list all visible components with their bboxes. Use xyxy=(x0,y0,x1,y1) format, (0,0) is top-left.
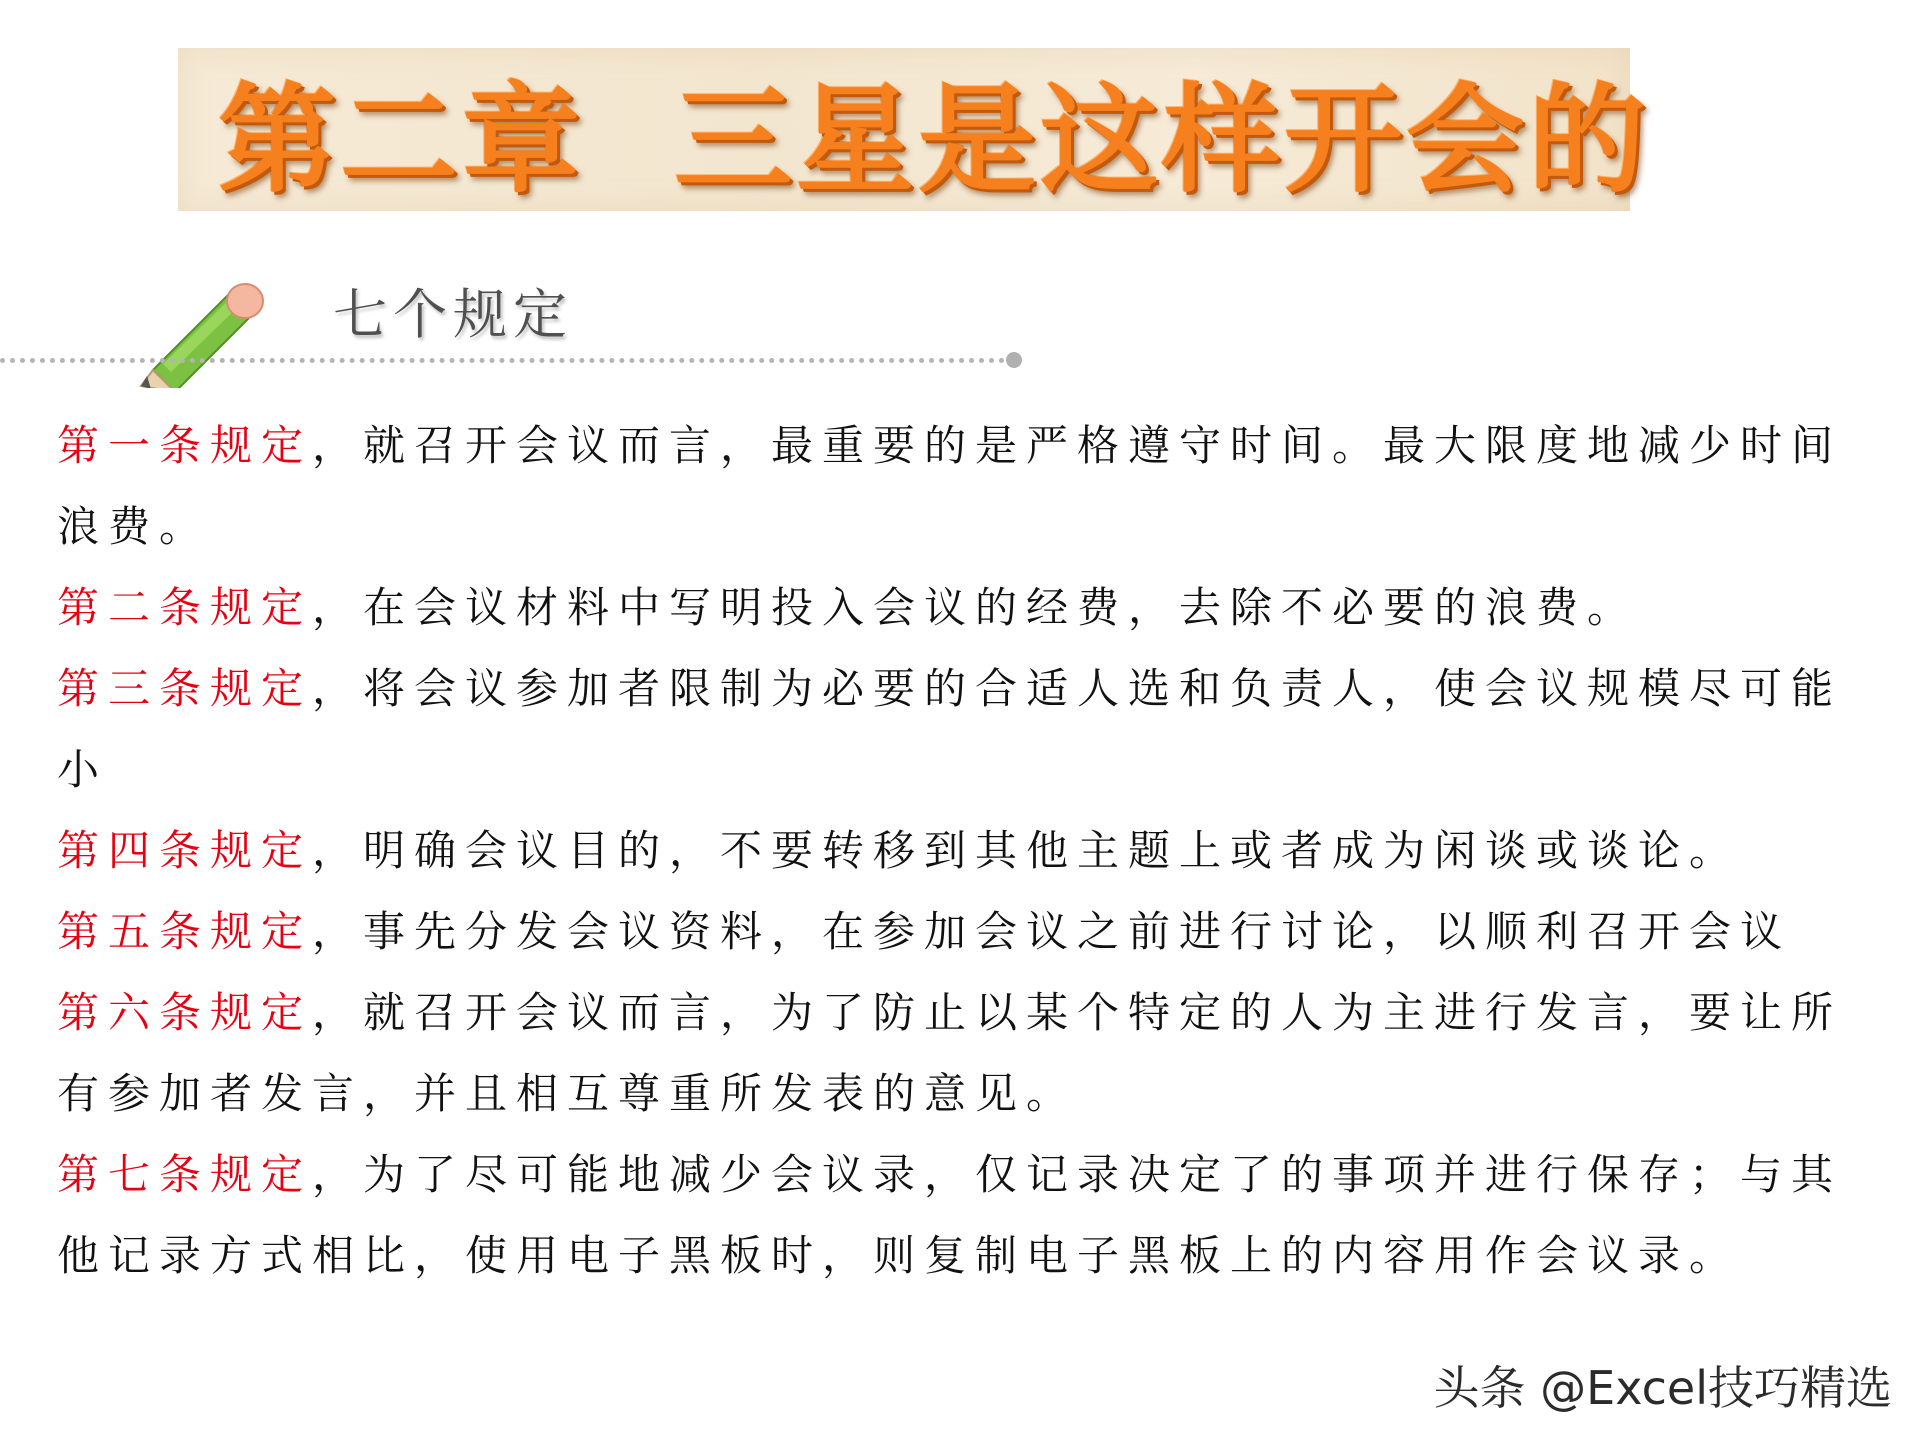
rule-5 xyxy=(57,891,1887,972)
rule-label: 第一条规定 xyxy=(57,421,313,470)
chapter-title: 第二章 三星是这样开会的 xyxy=(218,70,1651,209)
rule-text: ，就召开会议而言，最重要的是严格遵守时间。最大限度地减少时间浪费。 xyxy=(57,421,1843,551)
rule-text: ，事先分发会议资料，在参加会议之前进行讨论，以顺利召开会议 xyxy=(312,907,1792,956)
rule-6 xyxy=(57,972,1887,1134)
rule-3 xyxy=(57,648,1887,810)
rule-text: ，就召开会议而言，为了防止以某个特定的人为主进行发言，要让所有参加者发言，并且相互尊重所发表的意见。 xyxy=(57,988,1843,1118)
rule-text: ，为了尽可能地减少会议录，仅记录决定了的事项并进行保存；与其他记录方式相比，使用电子黑板时，则复制电子黑板上的内容用作会议录。 xyxy=(57,1150,1843,1280)
rule-label: 第五条规定 xyxy=(57,907,313,956)
rule-label: 第七条规定 xyxy=(57,1150,313,1199)
rule-2 xyxy=(57,567,1887,648)
rule-7 xyxy=(57,1134,1887,1296)
rules-list xyxy=(57,405,1887,1296)
pencil-icon xyxy=(135,268,270,388)
rule-label: 第三条规定 xyxy=(57,664,313,713)
watermark: 头条 @Excel技巧精选 xyxy=(1433,1361,1892,1415)
title-banner xyxy=(178,48,1651,211)
section-heading: 七个规定 xyxy=(333,283,573,346)
rule-label: 第二条规定 xyxy=(57,583,313,632)
rule-label: 第六条规定 xyxy=(57,988,313,1037)
divider-end-dot xyxy=(1006,352,1022,368)
rule-text: ，将会议参加者限制为必要的合适人选和负责人，使会议规模尽可能小 xyxy=(57,664,1843,794)
rule-4 xyxy=(57,810,1887,891)
rule-label: 第四条规定 xyxy=(57,826,313,875)
divider xyxy=(0,358,1015,363)
rule-text: ，在会议材料中写明投入会议的经费，去除不必要的浪费。 xyxy=(312,583,1639,632)
rule-1 xyxy=(57,405,1887,567)
rule-text: ，明确会议目的，不要转移到其他主题上或者成为闲谈或谈论。 xyxy=(312,826,1741,875)
